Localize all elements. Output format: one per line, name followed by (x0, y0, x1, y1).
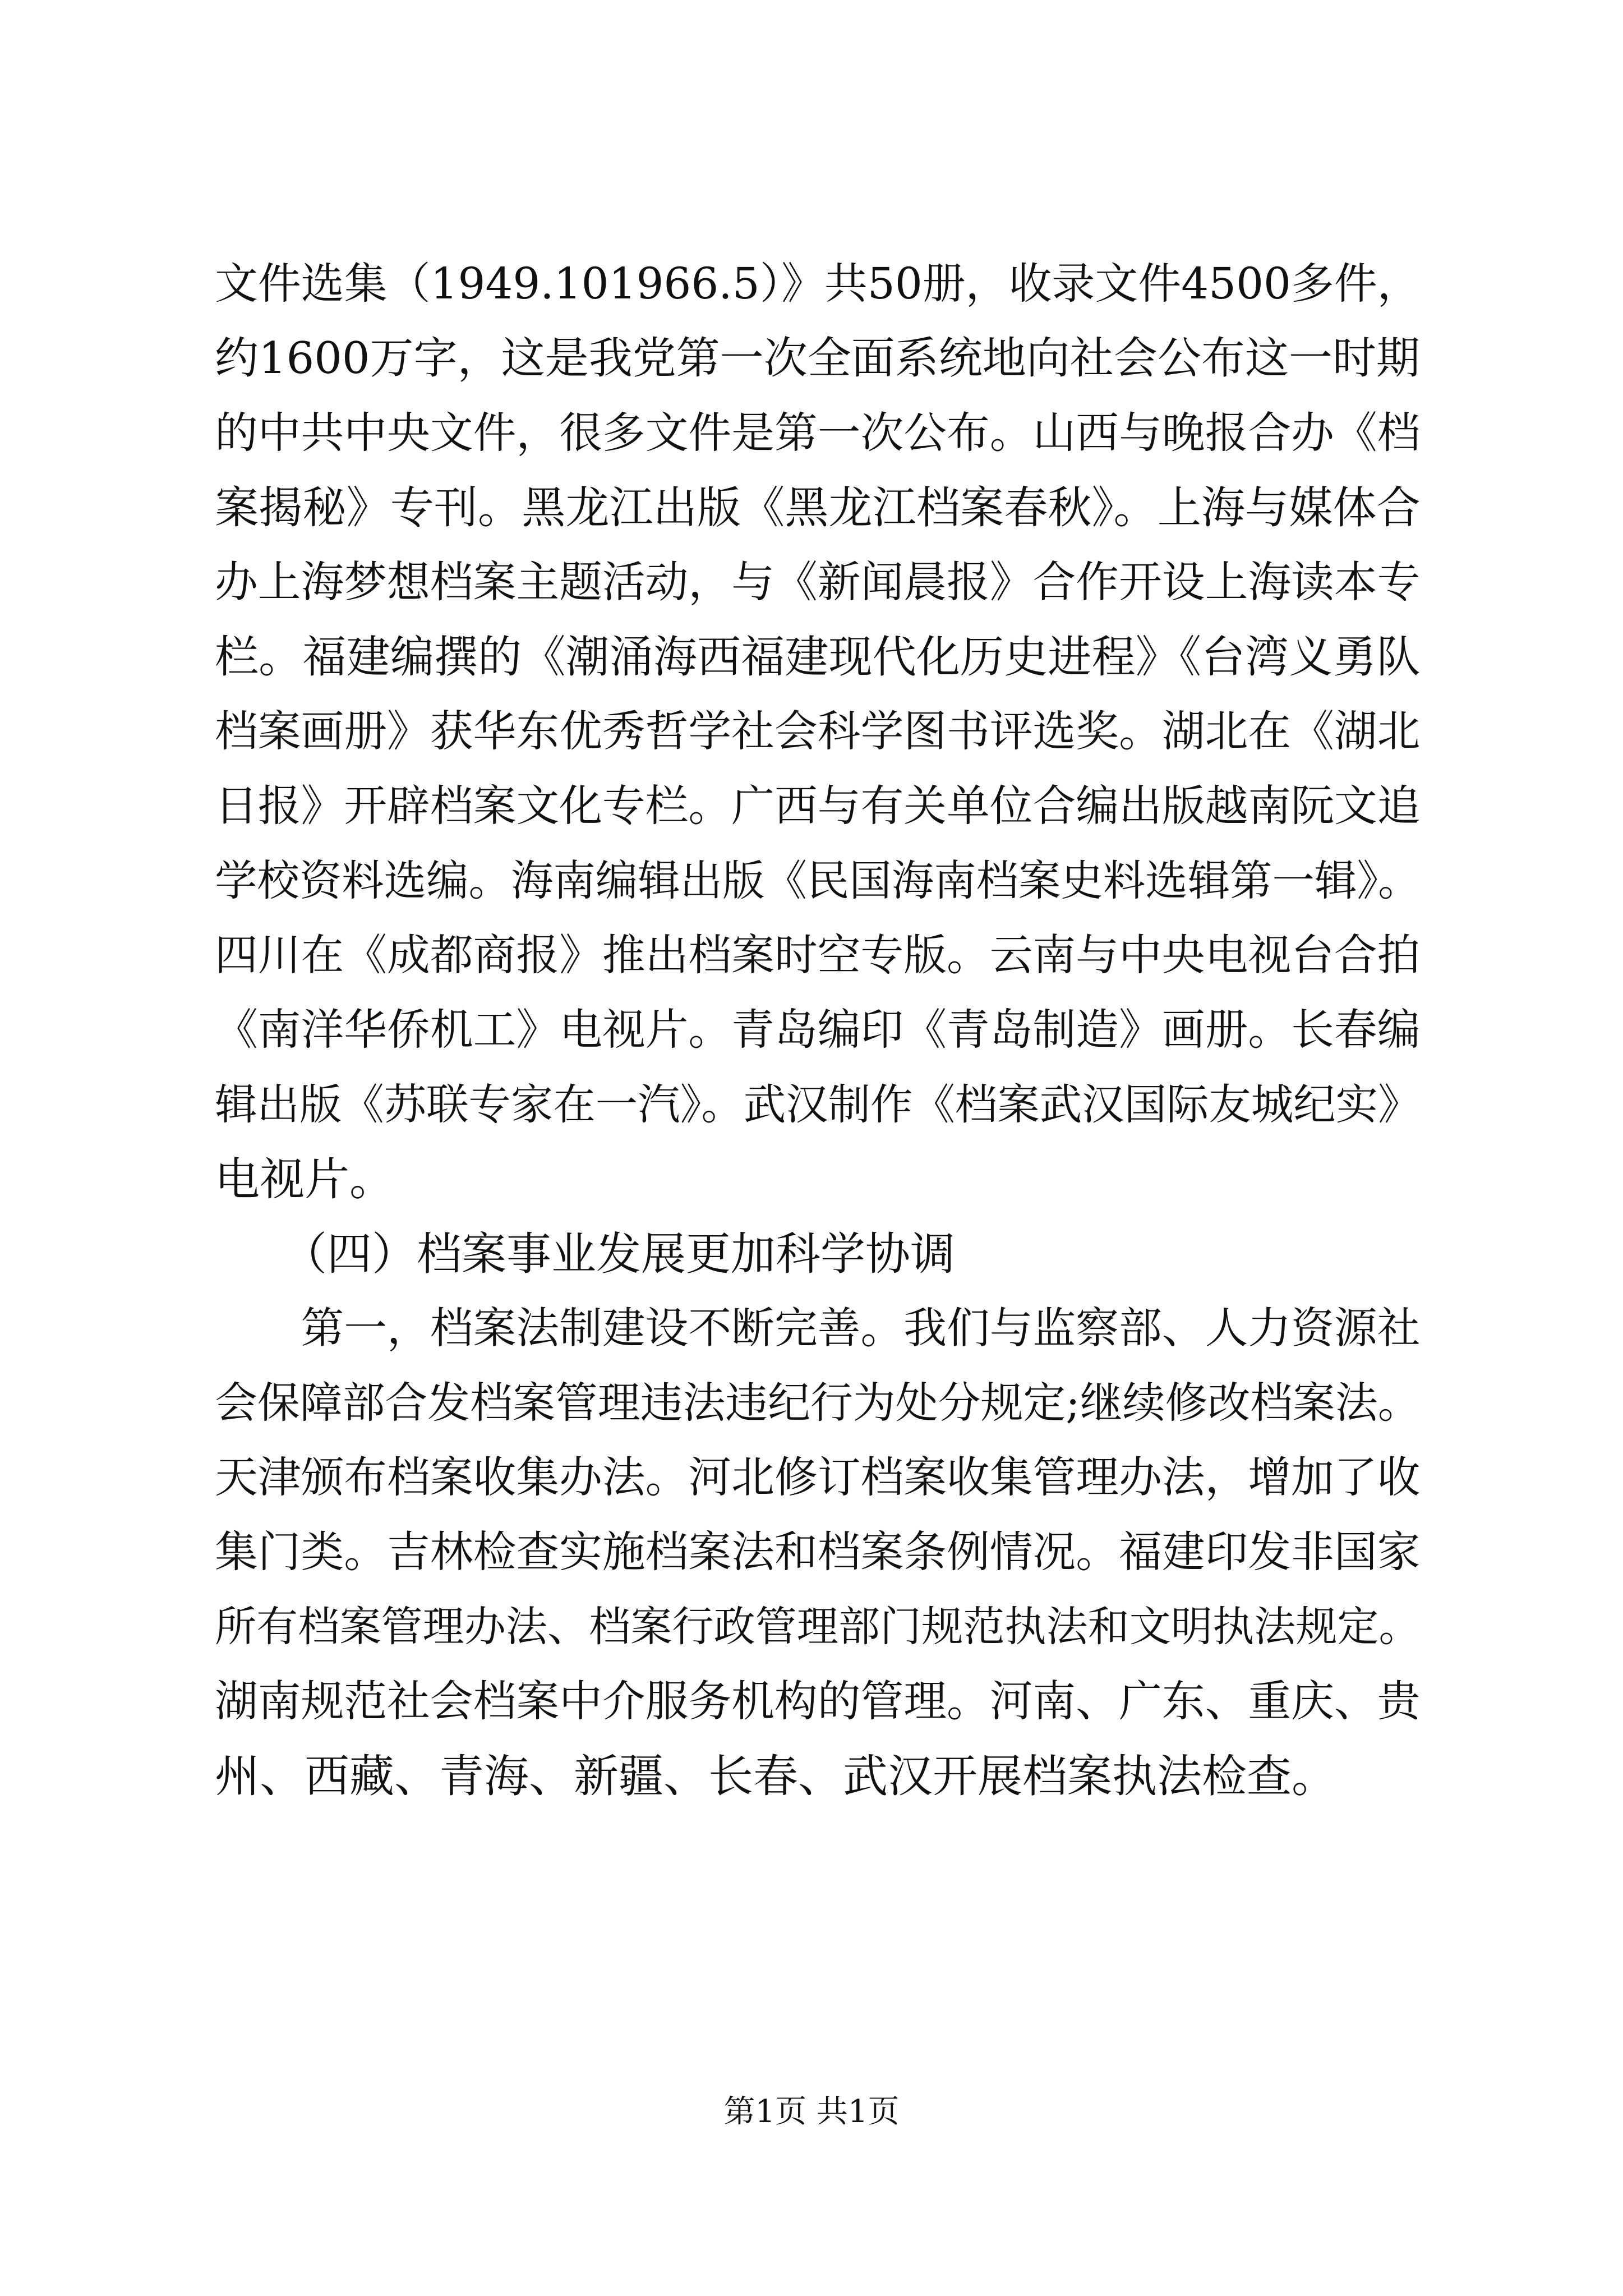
text-line: 文件选集（1949.101966.5）》共50册，收录文件4500多件， (215, 259, 1421, 309)
text-line: 辑出版《苏联专家在一汽》。武汉制作《档案武汉国际友城纪实》 (215, 1080, 1421, 1129)
text-line: 电视片。 (215, 1153, 394, 1205)
text-line: 学校资料选编。海南编辑出版《民国海南档案史料选辑第一辑》。 (215, 856, 1421, 905)
text-line: 会保障部合发档案管理违法违纪行为处分规定;继续修改档案法。 (215, 1378, 1421, 1428)
text-line: 日报》开辟档案文化专栏。广西与有关单位合编出版越南阮文追 (215, 781, 1421, 831)
text-line: 办上海梦想档案主题活动，与《新闻晨报》合作开设上海读本专 (215, 558, 1421, 608)
text-line: 四川在《成都商报》推出档案时空专版。云南与中央电视台合拍 (215, 931, 1421, 981)
page-footer: 第1页 共1页 (723, 2093, 900, 2130)
text-line: 案揭秘》专刊。黑龙江出版《黑龙江档案春秋》。上海与媒体合 (215, 482, 1421, 533)
text-line: 第一，档案法制建设不断完善。我们与监察部、人力资源社 (215, 1304, 1421, 1354)
text-line: 的中共中央文件，很多文件是第一次公布。山西与晚报合办《档 (215, 408, 1421, 458)
document-body (215, 247, 1421, 1814)
text-line: 所有档案管理办法、档案行政管理部门规范执法和文明执法规定。 (215, 1603, 1421, 1651)
text-line: 州、西藏、青海、新疆、长春、武汉开展档案执法检查。 (215, 1750, 1336, 1802)
text-line: 湖南规范社会档案中介服务机构的管理。河南、广东、重庆、贵 (215, 1677, 1421, 1727)
text-line: 集门类。吉林检查实施档案法和档案条例情况。福建印发非国家 (215, 1527, 1421, 1577)
text-line: 天津颁布档案收集办法。河北修订档案收集管理办法，增加了收 (215, 1453, 1421, 1503)
text-line: 栏。福建编撰的《潮涌海西福建现代化历史进程》《台湾义勇队 (215, 632, 1421, 683)
text-line: 约1600万字，这是我党第一次全面系统地向社会公布这一时期 (215, 333, 1420, 384)
section-heading: （四）档案事业发展更加科学协调 (215, 1228, 955, 1280)
text-line: 档案画册》获华东优秀哲学社会科学图书评选奖。湖北在《湖北 (215, 707, 1421, 757)
text-line: 《南洋华侨机工》电视片。青岛编印《青岛制造》画册。长春编 (215, 1005, 1421, 1055)
